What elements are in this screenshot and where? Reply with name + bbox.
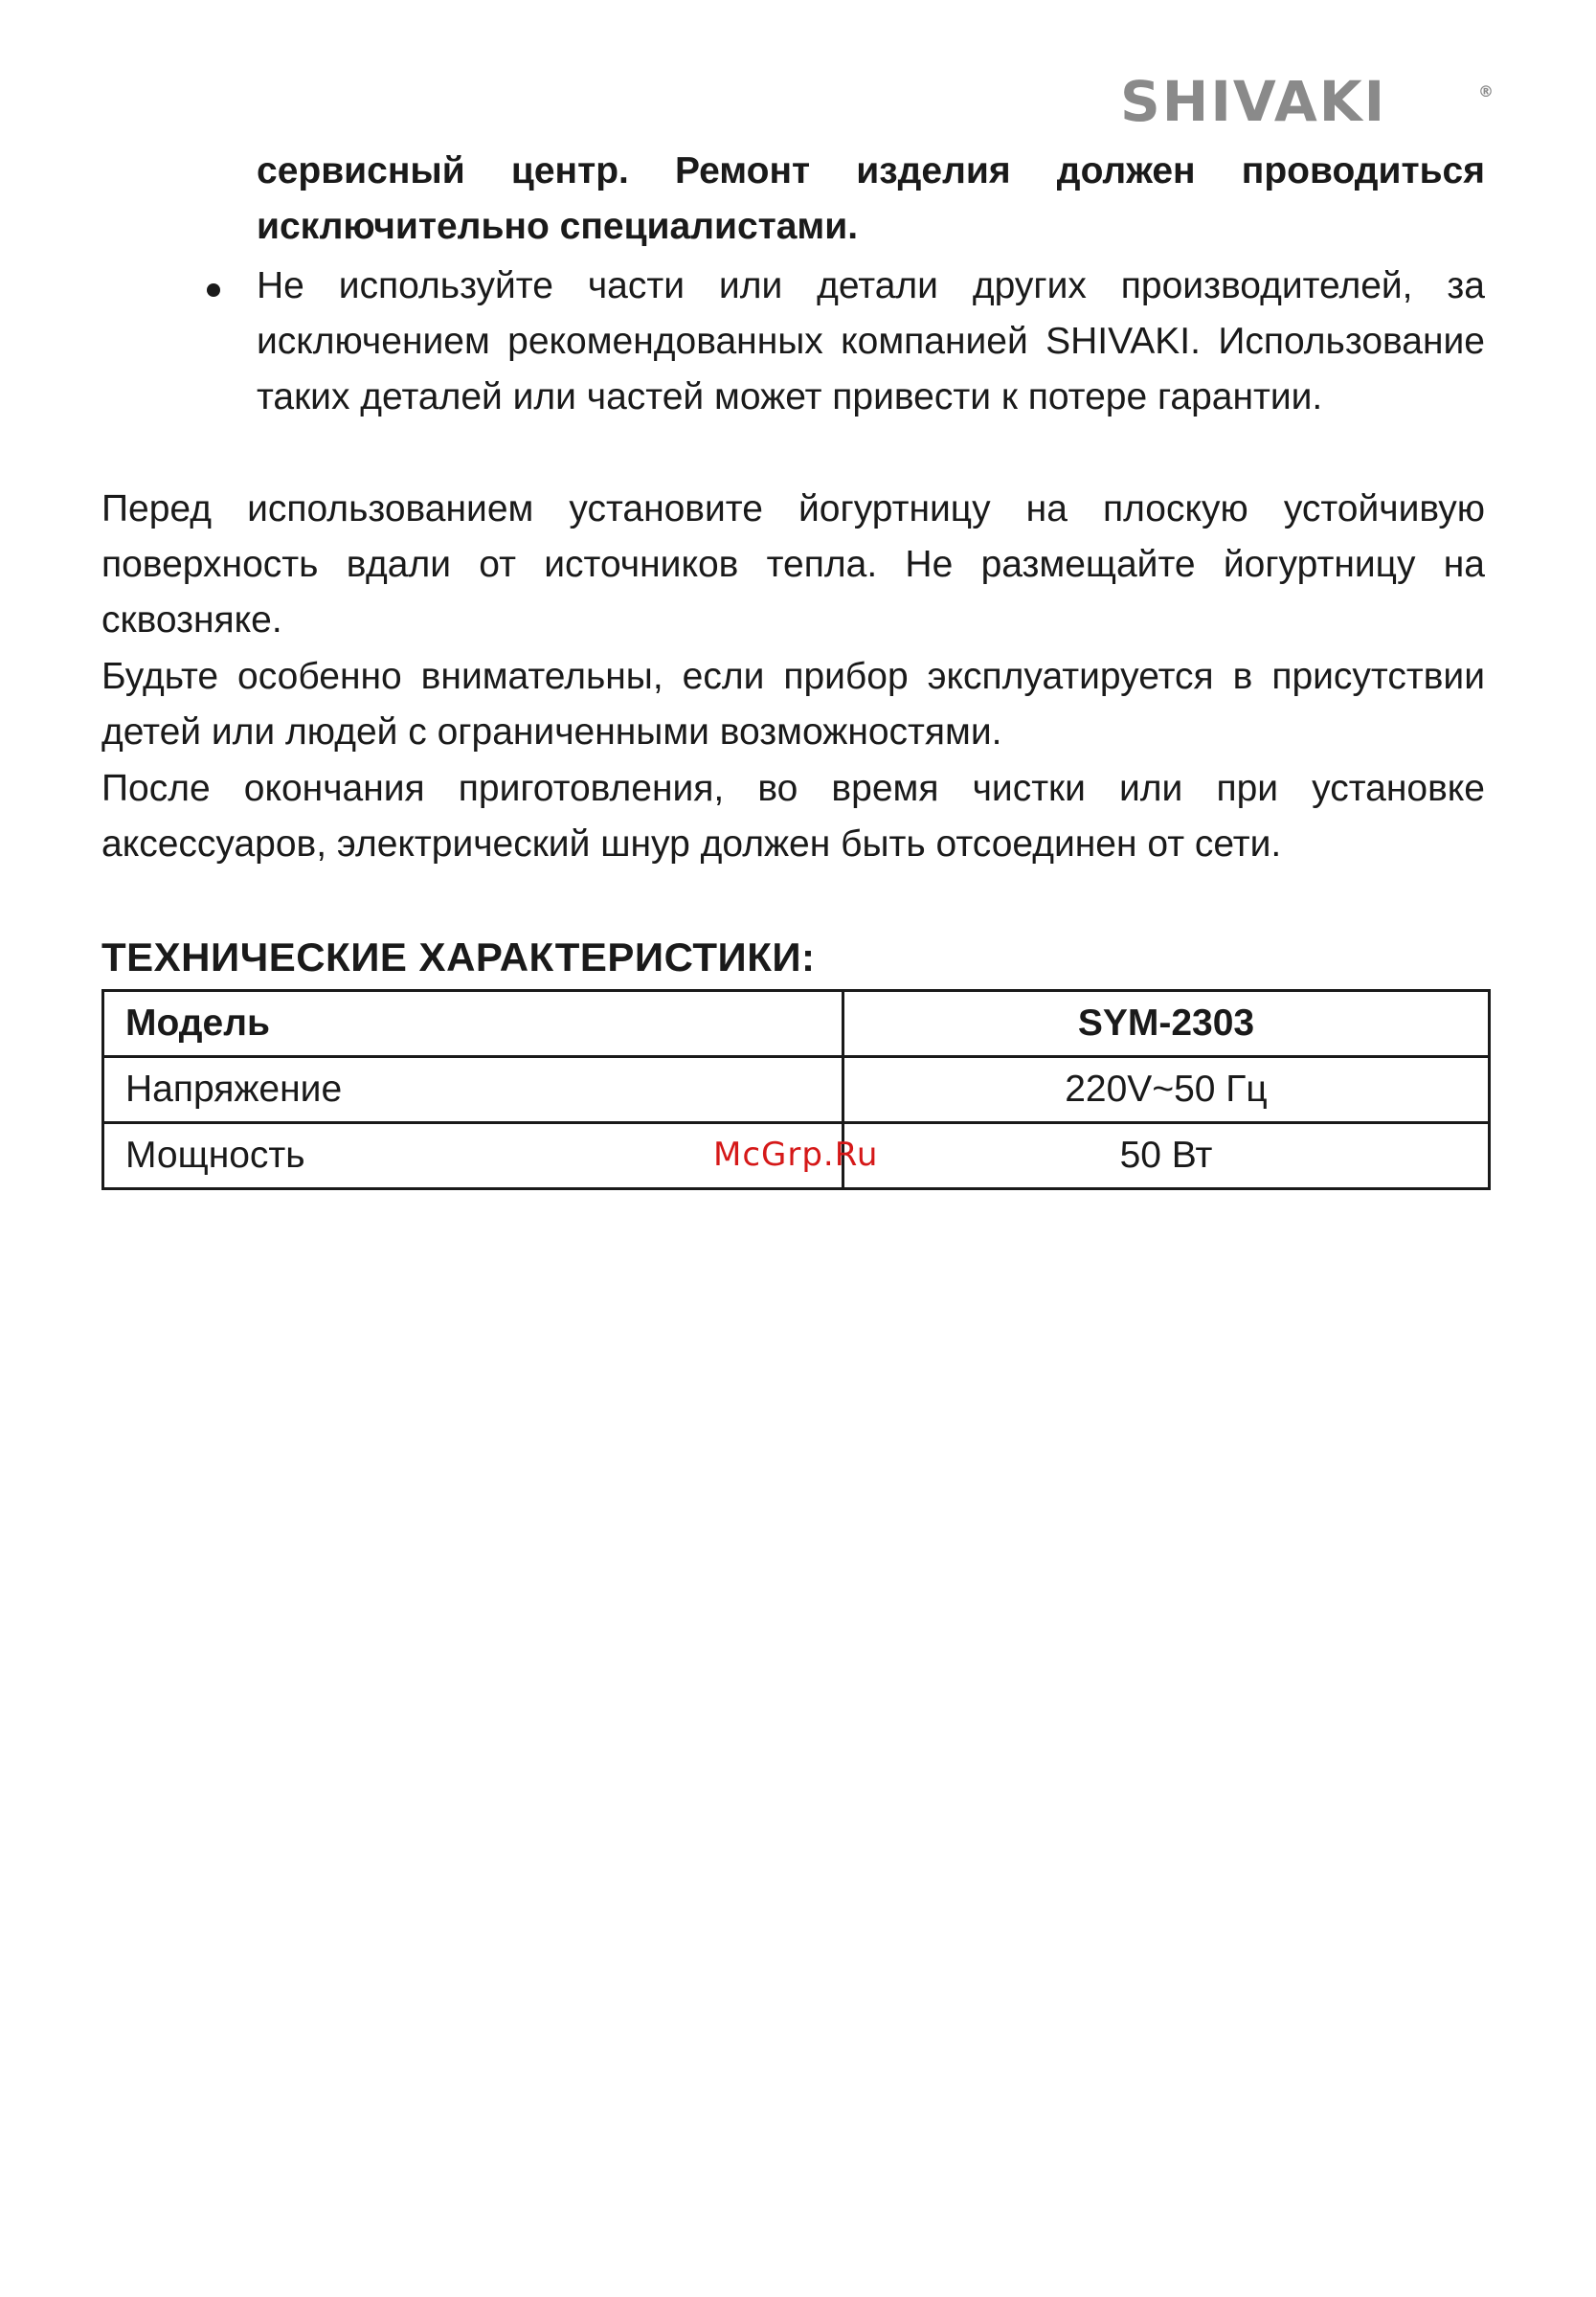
spec-label: Напряжение [103,1057,843,1123]
service-warning-text: сервисный центр. Ремонт изделия должен проводиться исключительно специалистами. [257,150,1485,247]
registered-mark: ® [1478,82,1494,101]
spec-value: 220V~50 Гц [843,1057,1490,1123]
bullet-icon [207,283,220,297]
paragraph-text: Будьте особенно внимательны, если прибор эксплуатируется в присутствии детей или людей с ограниченными возможностями. [101,656,1485,753]
spec-label: Мощность [103,1123,843,1189]
brand-logo [1120,69,1494,134]
paragraph-text: Перед использованием установите йогуртницу на плоскую устойчивую поверхность вдали от источников тепла. Не размещайте йогуртницу на сквозняке. [101,488,1485,641]
brand-name: SHIVAKI [1120,69,1387,134]
specs-heading: ТЕХНИЧЕСКИЕ ХАРАКТЕРИСТИКИ: [101,935,816,980]
parts-warning-text: Не используйте части или детали других производителей, за исключением рекомендованных компанией SHIVAKI. Использование таких деталей или частей может привести к потере гарантии. [257,265,1485,417]
parts-warning-item [257,259,1485,425]
paragraph-children-warning [101,649,1485,760]
table-row [103,991,1490,1057]
paragraph-text: После окончания приготовления, во время чистки или при установке аксессуаров, электрический шнур должен быть отсоединен от сети. [101,768,1485,865]
watermark-text: McGrp.Ru [713,1136,879,1174]
paragraph-unplug [101,761,1485,872]
paragraph-placement [101,482,1485,648]
table-row [103,1057,1490,1123]
service-warning-continuation [257,144,1485,255]
spec-label: Модель [103,991,843,1057]
spec-value: 50 Вт [843,1123,1490,1189]
spec-value: SYM-2303 [843,991,1490,1057]
